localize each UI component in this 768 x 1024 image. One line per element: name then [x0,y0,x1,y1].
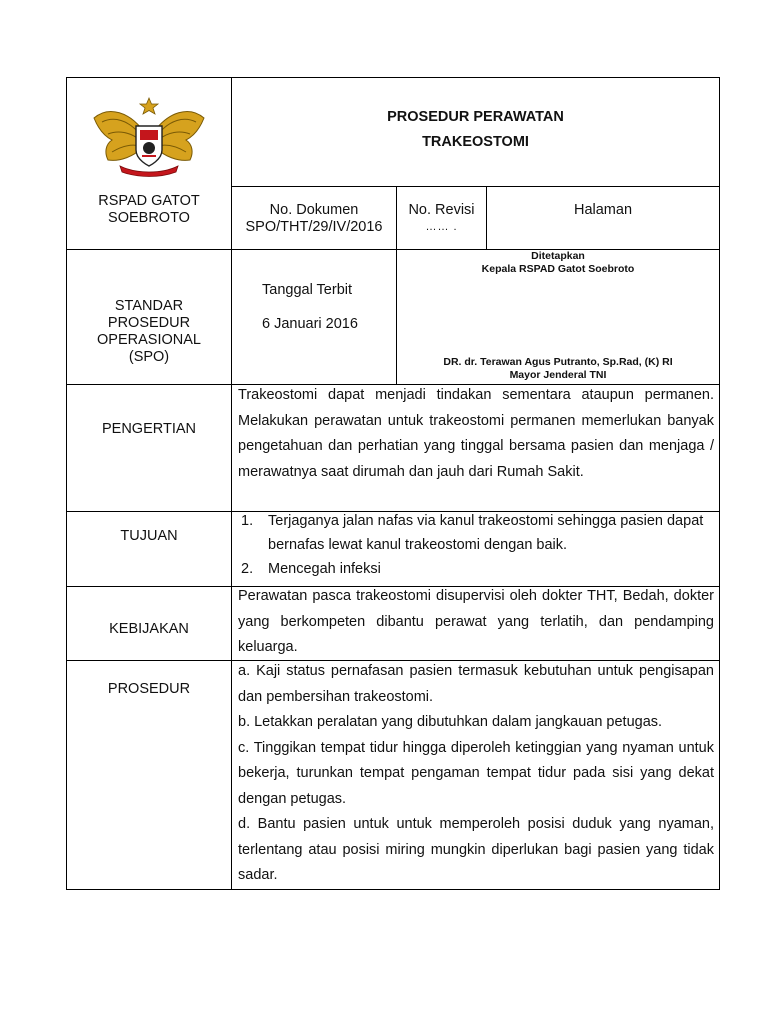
spo-line2: PROSEDUR [107,315,191,331]
pengertian-label: PENGERTIAN [101,421,196,437]
prosedur-item: b. Letakkan peralatan yang dibutuhkan dalam jangkauan petugas. [238,714,663,730]
doc-number-value: SPO/THT/29/IV/2016 [245,219,383,235]
column-divider [231,77,232,890]
tujuan-item-text: Terjaganya jalan nafas via kanul trakeostomi sehingga pasien dapat bernafas lewat kanul trakeostomi dengan baik. [268,513,704,553]
signer-cell [397,356,719,382]
table-border-right [719,77,720,890]
issue-date-label: Tanggal Terbit [262,282,353,298]
institution-logo [90,96,208,178]
document-title-line2: TRAKEOSTOMI [422,134,529,150]
tujuan-item-number: 1. [241,513,254,529]
row-divider-title [231,186,720,187]
logo-shield [136,126,162,166]
kebijakan-label: KEBIJAKAN [109,621,189,637]
logo-ribbon [120,166,178,177]
doc-number-label: No. Dokumen [269,202,359,218]
table-border-bottom [66,889,720,890]
tujuan-item-number: 2. [241,561,254,577]
pengertian-text: Trakeostomi dapat menjadi tindakan sementara ataupun permanen. Melakukan perawatan untuk trakeostomi permanen memerlukan banyak pengetahuan dan perhatian yang tinggal bersama pasien dan menjaga / merawatnya saat dirumah dan jauh dari Rumah Sakit. [238,387,714,480]
tujuan-list [238,509,714,581]
issue-date-value: 6 Januari 2016 [262,316,358,332]
revision-value: …… . [425,221,458,233]
approval-line1: Ditetapkan [531,250,585,262]
page-cell [487,202,719,219]
issue-date-cell [262,282,392,333]
approval-line2: Kepala RSPAD Gatot Soebroto [481,263,635,275]
spo-line1: STANDAR [114,298,184,314]
prosedur-item: d. Bantu pasien untuk untuk memperoleh posisi duduk yang nyaman, terlentang atau posisi miring mungkin diperlukan bagi pasien yang tidak sadar. [238,816,714,883]
document-title [232,109,719,151]
institution-name-line2: SOEBROTO [108,210,190,226]
signer-name: DR. dr. Terawan Agus Putranto, Sp.Rad, (K) RI [443,356,673,368]
tujuan-item [238,509,714,557]
logo-star [140,98,158,114]
revision-cell [397,202,486,236]
spo-line4: (SPO) [128,349,170,365]
prosedur-item: a. Kaji status pernafasan pasien termasuk kebutuhan untuk pengisapan dan pembersihan trakeostomi. [238,663,714,705]
kebijakan-text: Perawatan pasca trakeostomi disupervisi oleh dokter THT, Bedah, dokter yang berkompeten dibantu perawat yang terlatih, dan pendamping keluarga. [238,588,714,655]
doc-number-cell [232,202,396,236]
spo-line3: OPERASIONAL [97,332,201,348]
prosedur-list [238,659,714,889]
prosedur-item: c. Tinggikan tempat tidur hingga diperoleh ketinggian yang nyaman untuk bekerja, turunkan tempat pengaman tempat tidur pada sisi yang dekat dengan petugas. [238,739,714,807]
spo-label [67,298,231,366]
revision-label: No. Revisi [408,202,475,218]
tujuan-label: TUJUAN [120,528,178,544]
institution-name-line1: RSPAD GATOT [98,193,200,209]
document-title-line1: PROSEDUR PERAWATAN [387,109,564,125]
table-border-top [66,77,720,78]
approval-cell [397,250,719,276]
prosedur-label: PROSEDUR [107,681,191,697]
tujuan-item [238,557,714,581]
page-label: Halaman [573,202,633,218]
signer-rank: Mayor Jenderal TNI [509,369,607,381]
institution-name [67,193,231,227]
tujuan-item-text: Mencegah infeksi [268,561,381,577]
